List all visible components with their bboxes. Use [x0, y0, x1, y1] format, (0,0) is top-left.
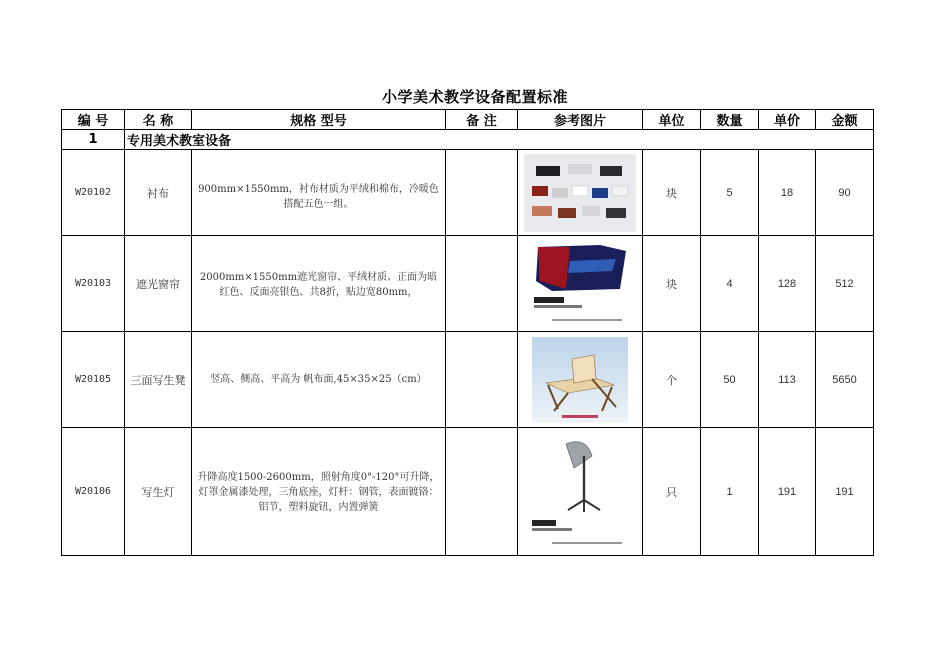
cell-price: 191 [759, 428, 816, 556]
header-code: 编 号 [62, 110, 125, 130]
cell-name: 遮光窗帘 [125, 236, 192, 332]
equipment-table [61, 109, 874, 556]
cell-code: W20102 [62, 150, 125, 236]
cell-note [446, 428, 518, 556]
header-price: 单价 [759, 110, 816, 130]
section-name: 专用美术教室设备 [125, 130, 874, 150]
cell-qty: 1 [701, 428, 759, 556]
cell-name: 衬布 [125, 150, 192, 236]
cell-amount: 191 [816, 428, 874, 556]
cell-image [518, 332, 643, 428]
cell-image [518, 428, 643, 556]
cell-note [446, 150, 518, 236]
cell-note [446, 236, 518, 332]
cell-unit: 块 [643, 236, 701, 332]
cell-unit: 个 [643, 332, 701, 428]
cell-amount: 5650 [816, 332, 874, 428]
cell-code: W20106 [62, 428, 125, 556]
curtain-image [530, 241, 630, 327]
cell-name: 写生灯 [125, 428, 192, 556]
sketch-lamp-image [530, 434, 630, 550]
header-qty: 数量 [701, 110, 759, 130]
fabric-samples-image [524, 154, 636, 232]
cell-qty: 50 [701, 332, 759, 428]
cell-spec: 900mm×1550mm，衬布材质为平绒和棉布，冷暖色搭配五色一组。 [192, 150, 446, 236]
cell-spec: 竖高、侧高、平高为 帆布面,45×35×25（cm） [192, 332, 446, 428]
cell-image [518, 236, 643, 332]
cell-note [446, 332, 518, 428]
cell-unit: 只 [643, 428, 701, 556]
cell-code: W20105 [62, 332, 125, 428]
sketch-stool-image [532, 337, 628, 423]
cell-image [518, 150, 643, 236]
section-index: 1 [62, 130, 125, 150]
table-row [62, 332, 874, 428]
header-spec: 规格 型号 [192, 110, 446, 130]
header-note: 备 注 [446, 110, 518, 130]
cell-price: 128 [759, 236, 816, 332]
table-row [62, 428, 874, 556]
header-image: 参考图片 [518, 110, 643, 130]
cell-qty: 5 [701, 150, 759, 236]
cell-unit: 块 [643, 150, 701, 236]
cell-price: 113 [759, 332, 816, 428]
cell-spec: 2000mm×1550mm遮光窗帘、平绒材质、正面为暗红色、反面亮银色、共8折，贴边宽80mm， [192, 236, 446, 332]
table-row [62, 236, 874, 332]
cell-amount: 90 [816, 150, 874, 236]
header-name: 名 称 [125, 110, 192, 130]
cell-name: 三面写生凳 [125, 332, 192, 428]
section-row [62, 130, 874, 150]
header-amount: 金额 [816, 110, 874, 130]
header-unit: 单位 [643, 110, 701, 130]
cell-amount: 512 [816, 236, 874, 332]
cell-spec: 升降高度1500-2600mm，照射角度0°-120°可升降，灯罩金属漆处理，三角底座，灯杆：钢管，表面镀铬：铝节，塑料旋钮，内置弹簧 [192, 428, 446, 556]
cell-price: 18 [759, 150, 816, 236]
cell-qty: 4 [701, 236, 759, 332]
document-title: 小学美术教学设备配置标准 [381, 88, 568, 106]
table-row [62, 150, 874, 236]
header-row [62, 110, 874, 130]
cell-code: W20103 [62, 236, 125, 332]
